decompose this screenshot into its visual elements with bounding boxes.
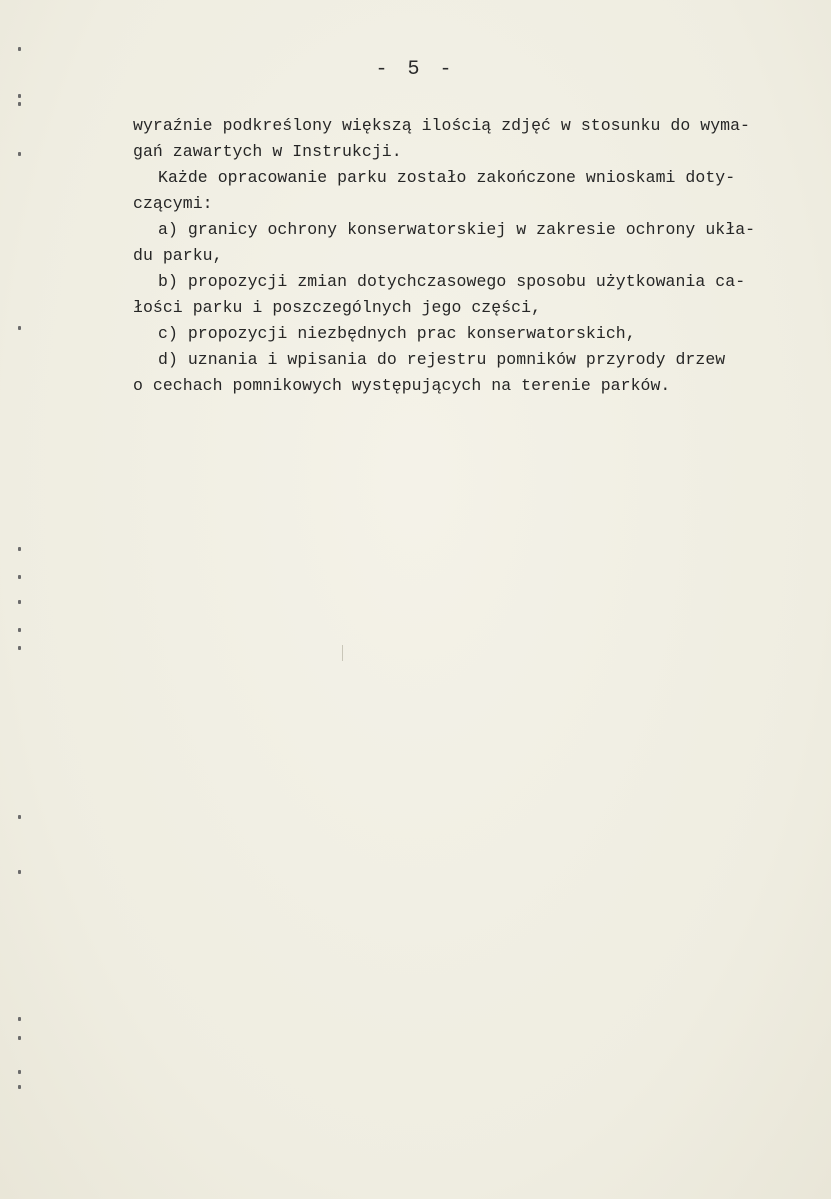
text-line-11: o cechach pomnikowych występujących na terenie parków.: [133, 376, 671, 395]
margin-speck: [18, 47, 21, 51]
margin-speck: [18, 628, 21, 632]
margin-speck: [18, 1036, 21, 1040]
text-line-2: gań zawartych w Instrukcji.: [133, 142, 402, 161]
margin-speck: [18, 102, 21, 106]
text-line-10: d) uznania i wpisania do rejestru pomników przyrody drzew: [158, 350, 726, 369]
margin-speck: [18, 575, 21, 579]
text-line-7: b) propozycji zmian dotychczasowego sposobu użytkowania ca-: [158, 272, 746, 291]
margin-speck: [18, 815, 21, 819]
text-line-9: c) propozycji niezbędnych prac konserwatorskich,: [158, 324, 636, 343]
margin-speck: [18, 1085, 21, 1089]
margin-speck: [18, 870, 21, 874]
margin-speck: [18, 646, 21, 650]
text-line-4: czącymi:: [133, 194, 213, 213]
page-number: - 5 -: [375, 58, 456, 81]
text-line-8: łości parku i poszczególnych jego części,: [133, 298, 542, 317]
paper-mark: [342, 645, 343, 661]
margin-speck: [18, 1070, 21, 1074]
text-line-6: du parku,: [133, 246, 223, 265]
text-line-5: a) granicy ochrony konserwatorskiej w zakresie ochrony ukła-: [158, 220, 756, 239]
margin-speck: [18, 600, 21, 604]
margin-speck: [18, 152, 21, 156]
text-line-3: Każde opracowanie parku zostało zakończone wnioskami doty-: [158, 168, 736, 187]
margin-speck: [18, 326, 21, 330]
text-line-1: wyraźnie podkreślony większą ilością zdjęć w stosunku do wyma-: [133, 116, 750, 135]
margin-speck: [18, 547, 21, 551]
margin-speck: [18, 94, 21, 98]
margin-speck: [18, 1017, 21, 1021]
